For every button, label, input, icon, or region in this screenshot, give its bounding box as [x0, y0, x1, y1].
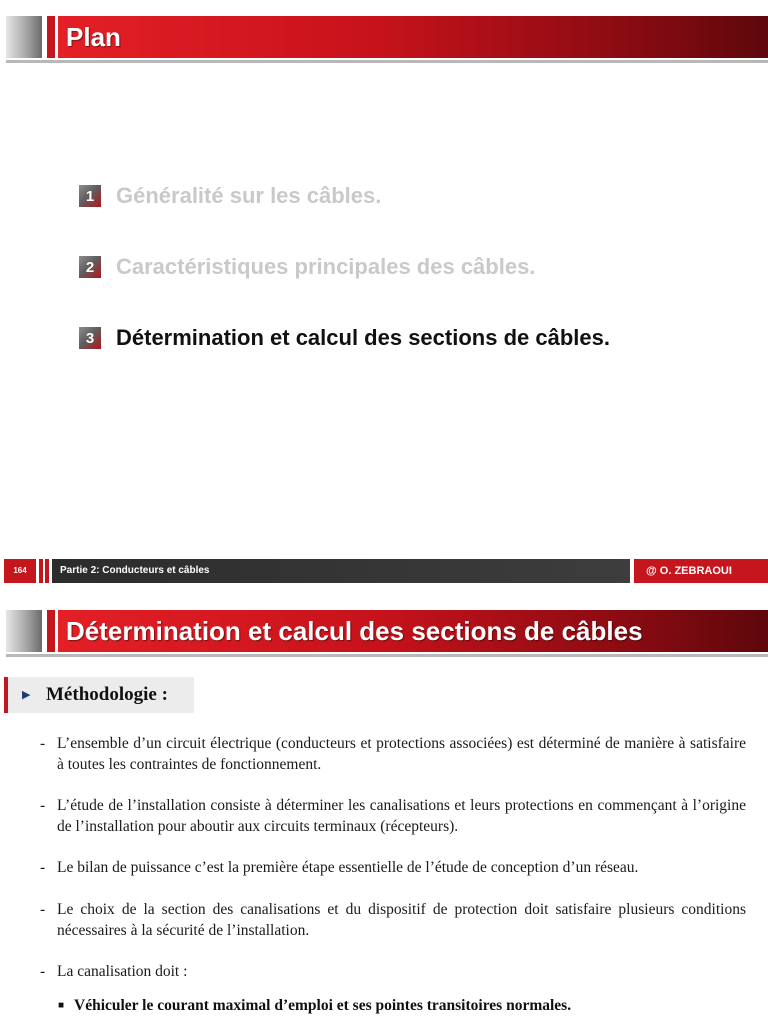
- title-bar-red-stripe: [47, 610, 55, 652]
- bullet-item: [40, 733, 746, 775]
- plan-item-text: Détermination et calcul des sections de câbles.: [116, 325, 610, 350]
- dash-icon: -: [40, 797, 46, 814]
- bullet-text: La canalisation doit :: [57, 963, 188, 980]
- sub-bullet-text: Véhiculer le courant maximal d’emploi et ses pointes transitoires normales.: [74, 997, 572, 1014]
- plan-item-number: 1: [79, 185, 101, 207]
- bullet-item: [40, 795, 746, 837]
- slide1-title-bar: [0, 16, 768, 58]
- bullet-item: [40, 899, 746, 941]
- title-bar-gray-block: [6, 610, 42, 652]
- slide2-title: Détermination et calcul des sections de câbles: [66, 616, 643, 646]
- dash-icon: -: [40, 859, 46, 876]
- square-bullet-icon: ■: [58, 1000, 65, 1011]
- footer-separator: [45, 559, 49, 583]
- bullet-text: Le bilan de puissance c’est la première étape essentielle de l’étude de conception d’un réseau.: [57, 859, 639, 876]
- slide2-title-rule: [6, 654, 768, 657]
- bullet-text: L’ensemble d’un circuit électrique (conducteurs et protections associées) est déterminé de manière à satisfaire à toutes les contraintes de fonctionnement.: [57, 735, 746, 773]
- triangle-right-icon: ▶: [22, 689, 31, 701]
- plan-item-number: 3: [79, 327, 101, 349]
- plan-item-3: [79, 323, 610, 353]
- footer-separator: [39, 559, 43, 583]
- title-bar-red-band: [58, 16, 768, 58]
- plan-item-text: Caractéristiques principales des câbles.: [116, 254, 536, 279]
- slide-footer: [0, 559, 768, 583]
- title-bar-gray-block: [6, 16, 42, 58]
- dash-icon: -: [40, 901, 46, 918]
- dash-icon: -: [40, 735, 46, 752]
- bullet-text: L’étude de l’installation consiste à déterminer les canalisations et leurs protections en commençant à l’origine de l’installation pour aboutir aux circuits terminaux (récepteurs).: [57, 797, 746, 835]
- section-red-bar: [4, 677, 8, 713]
- plan-item-number: 2: [79, 256, 101, 278]
- section-header: [4, 677, 194, 713]
- footer-page-number: 164: [4, 559, 36, 583]
- footer-part-title: Partie 2: Conducteurs et câbles: [60, 565, 210, 576]
- section-title: Méthodologie :: [46, 684, 168, 705]
- bullet-item: [40, 857, 746, 878]
- sub-bullet-item: [58, 995, 758, 1016]
- title-bar-red-stripe: [47, 16, 55, 58]
- bullet-item: [40, 961, 746, 982]
- slide1-title-rule: [6, 60, 768, 63]
- dash-icon: -: [40, 963, 46, 980]
- bullet-text: Le choix de la section des canalisations et du dispositif de protection doit satisfaire plusieurs conditions nécessaires à la sécurité de l’installation.: [57, 901, 746, 939]
- plan-item-1: [79, 181, 381, 211]
- slide2-title-bar: [0, 610, 768, 652]
- plan-item-2: [79, 252, 535, 282]
- plan-item-text: Généralité sur les câbles.: [116, 183, 382, 208]
- footer-author: @ O. ZEBRAOUI: [634, 559, 768, 583]
- slide1-title: Plan: [66, 22, 121, 52]
